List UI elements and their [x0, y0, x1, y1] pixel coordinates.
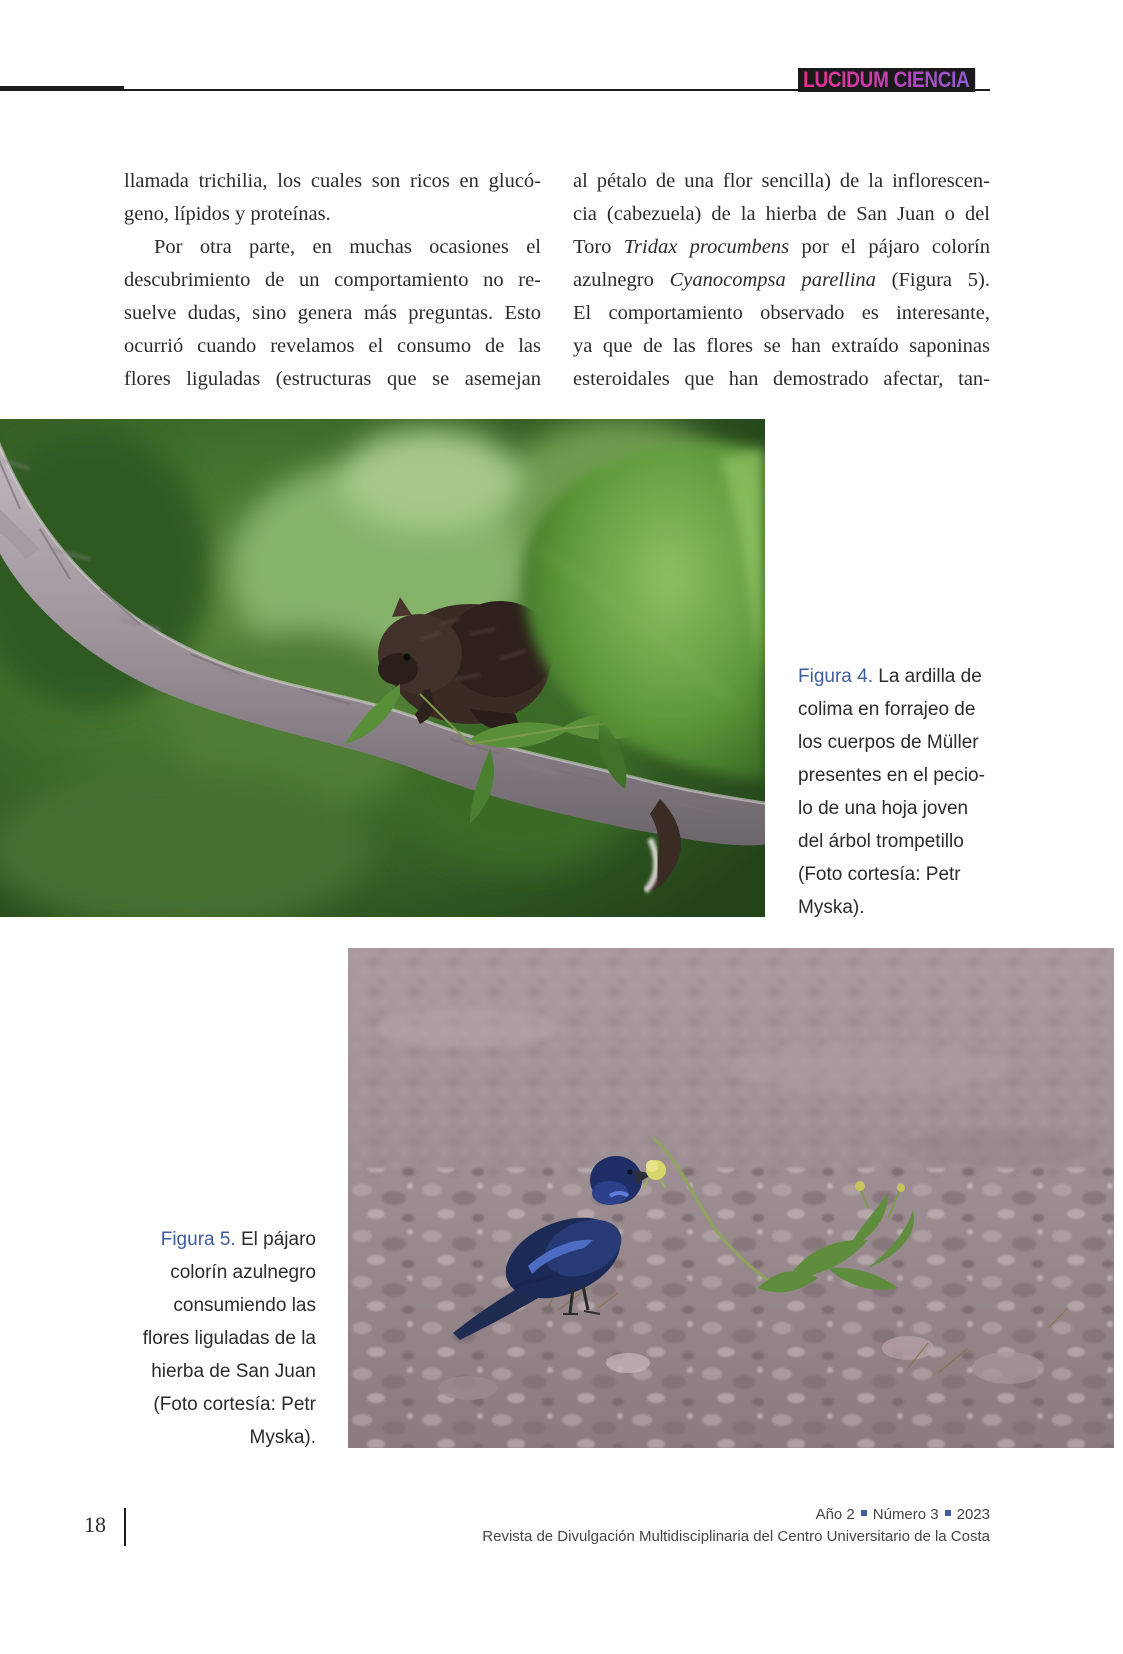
- species-name: Cyanocompsa parellina: [669, 269, 876, 291]
- figure-4-photo: [0, 419, 765, 917]
- caption-line: [798, 660, 998, 693]
- text-line: esteroidales que han demostrado afectar, tan-: [573, 368, 990, 390]
- text-line: suelve dudas, sino genera más preguntas. Esto: [124, 302, 541, 324]
- page-number: 18: [84, 1512, 106, 1537]
- text-run: (Figura 5).: [875, 269, 990, 291]
- bullet-square-icon: [945, 1510, 951, 1516]
- text-line: cia (cabezuela) de la hierba de San Juan o del: [573, 203, 990, 225]
- bullet-square-icon: [861, 1510, 867, 1516]
- body-column-left: [124, 165, 541, 396]
- footer-journal-name: Revista de Divulgación Multidisciplinaria del Centro Universitario de la Costa: [482, 1528, 990, 1545]
- caption-line: Myska).: [798, 897, 865, 918]
- figure-5-caption: [136, 1223, 316, 1454]
- text-line: Por otra parte, en muchas ocasiones el: [154, 236, 541, 258]
- text-line: [573, 264, 990, 297]
- bird-photo: [348, 948, 1114, 1448]
- caption-line: los cuerpos de Müller: [798, 732, 979, 753]
- figure-4-label: Figura 4.: [798, 666, 873, 687]
- text-run: por el pájaro colorín: [789, 236, 990, 258]
- footer-year: Año 2: [815, 1506, 855, 1523]
- caption-line: (Foto cortesía: Petr: [798, 864, 961, 885]
- caption-text: La ardilla de: [872, 666, 982, 687]
- caption-line: lo de una hoja joven: [798, 798, 969, 819]
- caption-line: hierba de San Juan: [151, 1361, 316, 1382]
- text-run: azulnegro: [573, 269, 670, 291]
- header-rule-thick: [0, 86, 124, 91]
- text-line: al pétalo de una flor sencilla) de la inflorescen-: [573, 170, 990, 192]
- species-name: Tridax procumbens: [623, 236, 790, 258]
- text-line: llamada trichilia, los cuales son ricos en glucó-: [124, 170, 541, 192]
- page-number-divider: [124, 1508, 126, 1546]
- caption-line: presentes en el pecio-: [798, 765, 985, 786]
- caption-line: colima en forrajeo de: [798, 699, 976, 720]
- text-line: [573, 231, 990, 264]
- figure-5-photo: [348, 948, 1114, 1448]
- footer-issue: Número 3: [872, 1506, 939, 1523]
- text-line: ocurrió cuando revelamos el consumo de las: [124, 335, 541, 357]
- text-line: ya que de las flores se han extraído saponinas: [573, 335, 990, 357]
- brand-logo: [798, 68, 975, 92]
- caption-line: [136, 1223, 316, 1256]
- figure-4-caption: [798, 660, 998, 924]
- caption-line: consumiendo las: [173, 1295, 316, 1316]
- caption-line: del árbol trompetillo: [798, 831, 964, 852]
- text-run: Toro: [573, 236, 624, 258]
- body-column-right: [573, 165, 990, 396]
- text-line: El comportamiento observado es interesante,: [573, 302, 990, 324]
- figure-5-label: Figura 5.: [160, 1229, 236, 1250]
- caption-line: colorín azulnegro: [170, 1262, 316, 1283]
- footer-date: 2023: [956, 1506, 990, 1523]
- caption-line: flores liguladas de la: [142, 1328, 316, 1349]
- caption-text: El pájaro: [235, 1229, 316, 1250]
- brand-text: LUCIDUM CIENCIA: [803, 67, 970, 92]
- squirrel-photo: [0, 419, 765, 917]
- text-line: descubrimiento de un comportamiento no re-: [124, 269, 541, 291]
- text-line: flores liguladas (estructuras que se asemejan: [124, 368, 541, 390]
- caption-line: Myska).: [249, 1427, 316, 1448]
- text-line: geno, lípidos y proteínas.: [124, 203, 331, 225]
- caption-line: (Foto cortesía: Petr: [153, 1394, 316, 1415]
- footer-issue-info: [816, 1506, 990, 1523]
